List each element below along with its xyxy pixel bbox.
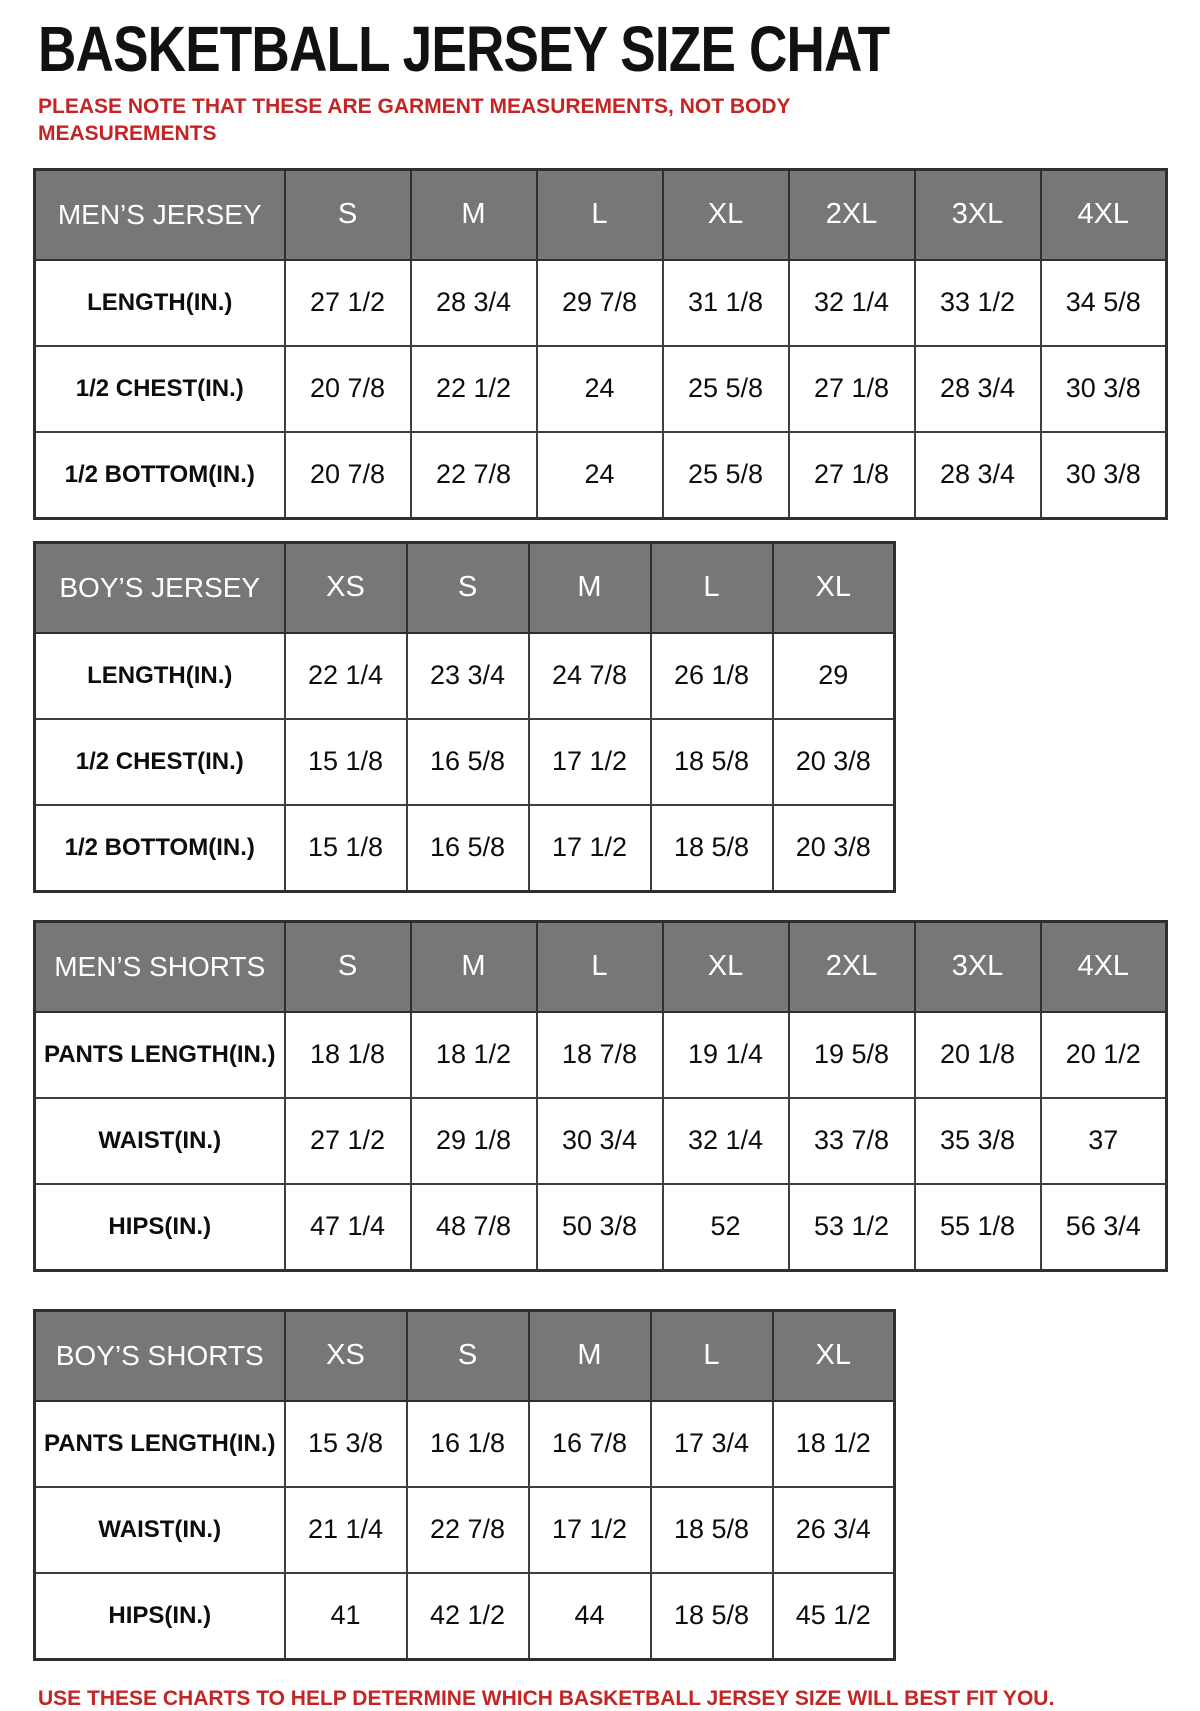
- measurement-value: 35 3/8: [915, 1098, 1041, 1184]
- boys-jersey-row: [35, 719, 895, 805]
- measurement-value: 33 7/8: [789, 1098, 915, 1184]
- footer-note: USE THESE CHARTS TO HELP DETERMINE WHICH BASKETBALL JERSEY SIZE WILL BEST FIT YOU.: [38, 1686, 1055, 1710]
- measurement-value: 20 1/8: [915, 1012, 1041, 1098]
- measurement-value: 27 1/2: [285, 1098, 411, 1184]
- boys-shorts-row: [35, 1573, 895, 1660]
- mens-jersey-size-header: M: [411, 169, 537, 260]
- measurement-value: 22 1/2: [411, 346, 537, 432]
- measurement-value: 29 1/8: [411, 1098, 537, 1184]
- measurement-value: 37: [1041, 1098, 1167, 1184]
- measurement-value: 26 1/8: [651, 633, 773, 719]
- measurement-value: 20 3/8: [773, 719, 895, 805]
- row-label: 1/2 CHEST(IN.): [35, 719, 285, 805]
- measurement-value: 33 1/2: [915, 260, 1041, 346]
- boys-jersey-row: [35, 633, 895, 719]
- boys-shorts-row: [35, 1487, 895, 1573]
- mens-jersey-size-header: 4XL: [1041, 169, 1167, 260]
- measurement-value: 20 1/2: [1041, 1012, 1167, 1098]
- boys-jersey-size-header: XS: [285, 542, 407, 633]
- mens-jersey-size-header: 2XL: [789, 169, 915, 260]
- row-label: PANTS LENGTH(IN.): [35, 1401, 285, 1487]
- boys-jersey-size-header: XL: [773, 542, 895, 633]
- measurement-value: 22 7/8: [407, 1487, 529, 1573]
- mens-jersey-size-header: S: [285, 169, 411, 260]
- measurement-value: 20 3/8: [773, 805, 895, 892]
- measurement-value: 23 3/4: [407, 633, 529, 719]
- measurement-value: 18 1/2: [411, 1012, 537, 1098]
- measurement-value: 17 3/4: [651, 1401, 773, 1487]
- measurement-value: 30 3/8: [1041, 432, 1167, 519]
- boys-jersey-title-cell: BOY’S JERSEY: [35, 542, 285, 633]
- measurement-value: 25 5/8: [663, 432, 789, 519]
- boys-jersey-header-row: [35, 542, 895, 633]
- mens-jersey-row: [35, 260, 1167, 346]
- measurement-value: 24 7/8: [529, 633, 651, 719]
- row-label: 1/2 BOTTOM(IN.): [35, 805, 285, 892]
- mens-shorts-size-header: M: [411, 921, 537, 1012]
- measurement-value: 18 1/8: [285, 1012, 411, 1098]
- boys-shorts-title-cell: BOY’S SHORTS: [35, 1310, 285, 1401]
- measurement-value: 18 7/8: [537, 1012, 663, 1098]
- measurement-value: 27 1/8: [789, 346, 915, 432]
- measurement-value: 30 3/8: [1041, 346, 1167, 432]
- mens-shorts-size-header: XL: [663, 921, 789, 1012]
- mens-jersey-table: [33, 168, 1168, 520]
- measurement-value: 32 1/4: [789, 260, 915, 346]
- measurement-value: 27 1/2: [285, 260, 411, 346]
- measurement-value: 22 7/8: [411, 432, 537, 519]
- measurement-value: 15 1/8: [285, 805, 407, 892]
- measurement-value: 19 1/4: [663, 1012, 789, 1098]
- mens-shorts-size-header: 2XL: [789, 921, 915, 1012]
- row-label: LENGTH(IN.): [35, 633, 285, 719]
- measurement-value: 27 1/8: [789, 432, 915, 519]
- measurement-value: 16 5/8: [407, 719, 529, 805]
- measurement-value: 20 7/8: [285, 432, 411, 519]
- boys-shorts-size-header: S: [407, 1310, 529, 1401]
- measurement-value: 18 5/8: [651, 1573, 773, 1660]
- measurement-value: 29: [773, 633, 895, 719]
- mens-jersey-size-header: XL: [663, 169, 789, 260]
- measurement-value: 22 1/4: [285, 633, 407, 719]
- garment-measurement-note: PLEASE NOTE THAT THESE ARE GARMENT MEASUREMENTS, NOT BODY MEASUREMENTS: [38, 95, 791, 146]
- row-label: HIPS(IN.): [35, 1184, 285, 1271]
- mens-shorts-row: [35, 1184, 1167, 1271]
- row-label: WAIST(IN.): [35, 1098, 285, 1184]
- mens-jersey-row: [35, 346, 1167, 432]
- boys-jersey-size-header: L: [651, 542, 773, 633]
- measurement-value: 29 7/8: [537, 260, 663, 346]
- boys-shorts-table: [33, 1309, 896, 1661]
- measurement-value: 56 3/4: [1041, 1184, 1167, 1271]
- measurement-value: 21 1/4: [285, 1487, 407, 1573]
- mens-jersey-row: [35, 432, 1167, 519]
- mens-shorts-title-cell: MEN’S SHORTS: [35, 921, 285, 1012]
- size-tables-container: [0, 168, 1200, 1661]
- boys-jersey-size-header: S: [407, 542, 529, 633]
- measurement-value: 31 1/8: [663, 260, 789, 346]
- measurement-value: 18 5/8: [651, 719, 773, 805]
- measurement-value: 25 5/8: [663, 346, 789, 432]
- measurement-value: 28 3/4: [915, 432, 1041, 519]
- measurement-value: 45 1/2: [773, 1573, 895, 1660]
- mens-shorts-header-row: [35, 921, 1167, 1012]
- row-label: 1/2 BOTTOM(IN.): [35, 432, 285, 519]
- measurement-value: 41: [285, 1573, 407, 1660]
- measurement-value: 28 3/4: [411, 260, 537, 346]
- page-title: BASKETBALL JERSEY SIZE CHAT: [38, 13, 890, 85]
- mens-jersey-size-header: 3XL: [915, 169, 1041, 260]
- measurement-value: 17 1/2: [529, 805, 651, 892]
- measurement-value: 18 1/2: [773, 1401, 895, 1487]
- boys-shorts-size-header: XS: [285, 1310, 407, 1401]
- measurement-value: 53 1/2: [789, 1184, 915, 1271]
- mens-jersey-title-cell: MEN’S JERSEY: [35, 169, 285, 260]
- row-label: WAIST(IN.): [35, 1487, 285, 1573]
- mens-jersey-header-row: [35, 169, 1167, 260]
- mens-shorts-size-header: 3XL: [915, 921, 1041, 1012]
- boys-shorts-size-header: XL: [773, 1310, 895, 1401]
- mens-shorts-row: [35, 1098, 1167, 1184]
- mens-shorts-table: [33, 920, 1168, 1272]
- measurement-value: 32 1/4: [663, 1098, 789, 1184]
- mens-shorts-size-header: S: [285, 921, 411, 1012]
- measurement-value: 44: [529, 1573, 651, 1660]
- measurement-value: 17 1/2: [529, 1487, 651, 1573]
- measurement-value: 20 7/8: [285, 346, 411, 432]
- measurement-value: 30 3/4: [537, 1098, 663, 1184]
- measurement-value: 16 5/8: [407, 805, 529, 892]
- measurement-value: 18 5/8: [651, 1487, 773, 1573]
- measurement-value: 24: [537, 346, 663, 432]
- mens-shorts-size-header: 4XL: [1041, 921, 1167, 1012]
- measurement-value: 42 1/2: [407, 1573, 529, 1660]
- measurement-value: 52: [663, 1184, 789, 1271]
- row-label: HIPS(IN.): [35, 1573, 285, 1660]
- measurement-value: 17 1/2: [529, 719, 651, 805]
- measurement-value: 15 3/8: [285, 1401, 407, 1487]
- measurement-value: 26 3/4: [773, 1487, 895, 1573]
- measurement-value: 50 3/8: [537, 1184, 663, 1271]
- measurement-value: 16 1/8: [407, 1401, 529, 1487]
- boys-jersey-size-header: M: [529, 542, 651, 633]
- mens-jersey-size-header: L: [537, 169, 663, 260]
- measurement-value: 15 1/8: [285, 719, 407, 805]
- row-label: PANTS LENGTH(IN.): [35, 1012, 285, 1098]
- measurement-value: 55 1/8: [915, 1184, 1041, 1271]
- measurement-value: 28 3/4: [915, 346, 1041, 432]
- measurement-value: 19 5/8: [789, 1012, 915, 1098]
- boys-jersey-table: [33, 541, 896, 893]
- row-label: 1/2 CHEST(IN.): [35, 346, 285, 432]
- measurement-value: 16 7/8: [529, 1401, 651, 1487]
- mens-shorts-size-header: L: [537, 921, 663, 1012]
- measurement-value: 47 1/4: [285, 1184, 411, 1271]
- measurement-value: 24: [537, 432, 663, 519]
- measurement-value: 34 5/8: [1041, 260, 1167, 346]
- boys-shorts-size-header: L: [651, 1310, 773, 1401]
- mens-shorts-row: [35, 1012, 1167, 1098]
- boys-shorts-size-header: M: [529, 1310, 651, 1401]
- boys-shorts-row: [35, 1401, 895, 1487]
- measurement-value: 48 7/8: [411, 1184, 537, 1271]
- boys-jersey-row: [35, 805, 895, 892]
- boys-shorts-header-row: [35, 1310, 895, 1401]
- row-label: LENGTH(IN.): [35, 260, 285, 346]
- measurement-value: 18 5/8: [651, 805, 773, 892]
